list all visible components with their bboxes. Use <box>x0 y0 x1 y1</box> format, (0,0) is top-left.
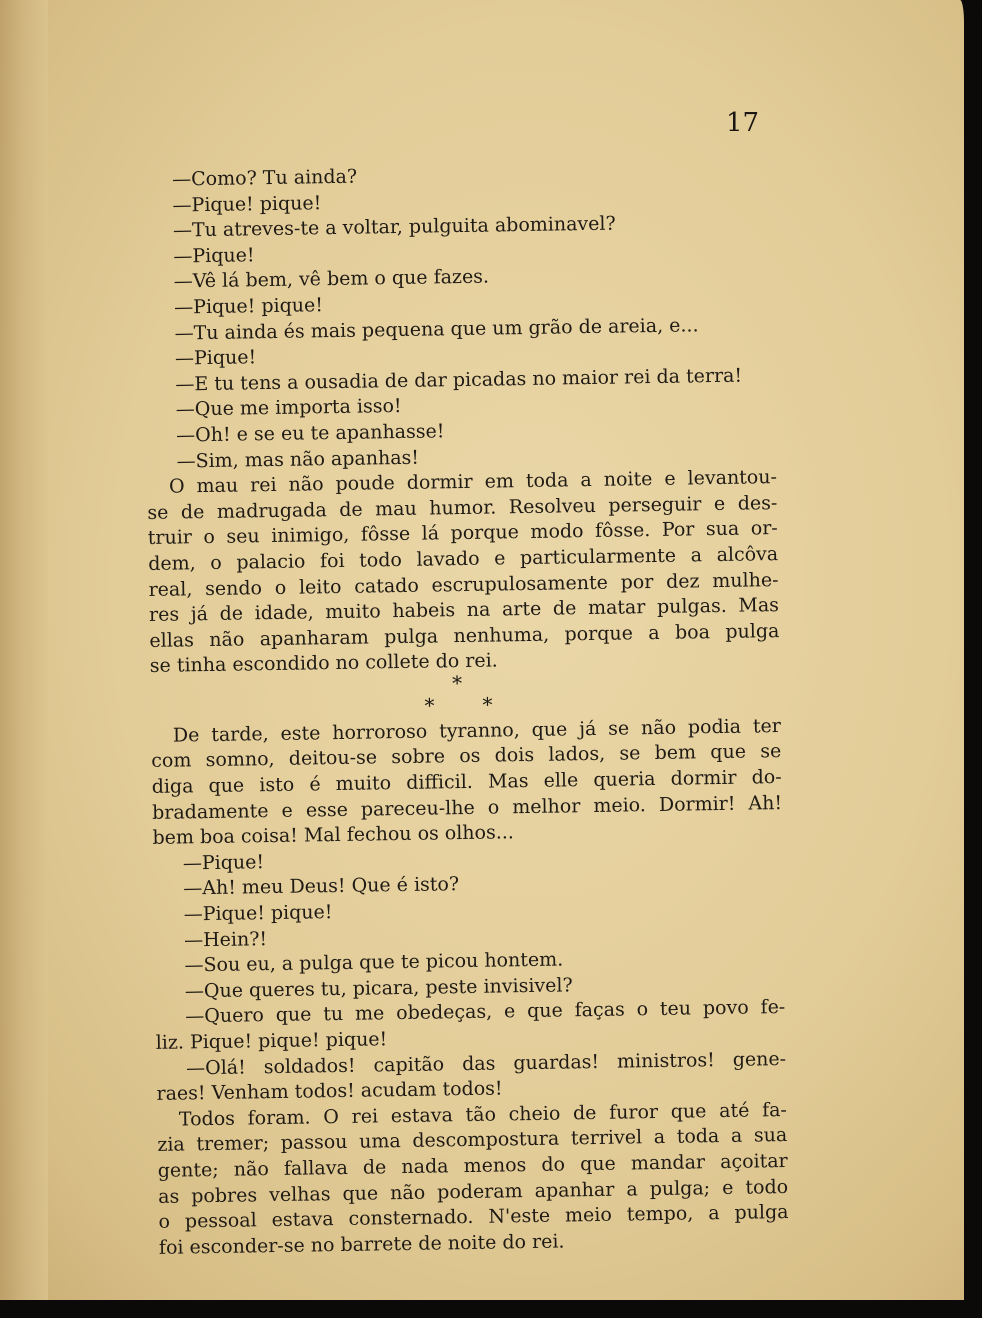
text-line: o pessoal estava consternado. N'este meio tempo, a pulga <box>158 1201 789 1234</box>
text-line: —Tu ainda és mais pequena que um grão de areia, e... <box>174 313 699 345</box>
text-line: real, sendo o leito catado escrupulosamente por dez mulhe- <box>148 568 779 601</box>
text-line: as pobres velhas que não poderam apanhar a pulga; e todo <box>157 1175 789 1208</box>
text-line: —Que queres tu, picara, peste invisivel? <box>184 974 573 1003</box>
text-line: De tarde, este horroroso tyranno, que já se não podia ter <box>172 714 782 747</box>
text-line: res já de idade, muito habeis na arte de matar pulgas. Mas <box>148 594 780 627</box>
text-line: dem, o palacio foi todo lavado e particularmente a alcôva <box>148 542 779 575</box>
text-line: ellas não apanharam pulga nenhuma, porque a boa pulga <box>149 619 780 652</box>
text-line: —Pique! pique! <box>172 191 322 217</box>
page-number: 17 <box>726 108 760 138</box>
text-line: —Pique! pique! <box>174 294 324 319</box>
text-line: —Quero que tu me obedeças, e que faças o teu povo fe- <box>185 996 786 1028</box>
body-text <box>142 158 789 1261</box>
text-line: —Olá! soldados! capitão das guardas! ministros! gene- <box>185 1047 787 1080</box>
text-line: —Tu atreves-te a voltar, pulguita abominavel? <box>172 212 616 242</box>
text-line: —Ah! meu Deus! Que é isto? <box>183 873 460 900</box>
text-line: —Hein?! <box>183 927 268 952</box>
separator-star: * <box>424 693 435 718</box>
text-line: gente; não fallava de nada menos do que mandar açoitar <box>157 1149 788 1182</box>
separator-star: * <box>451 670 463 696</box>
text-line: foi esconder-se no barrete de noite do rei. <box>158 1230 565 1259</box>
text-line: O mau rei não poude dormir em toda a noite e levantou- <box>168 466 778 498</box>
text-line: raes! Venham todos! acudam todos! <box>156 1077 503 1106</box>
text-line: —Como? Tu ainda? <box>172 165 358 191</box>
text-line: liz. Pique! pique! pique! <box>155 1028 388 1054</box>
text-line: —Pique! <box>182 851 265 875</box>
text-line: com somno, deitou-se sobre os dois lados, se bem que se <box>151 740 782 773</box>
text-line: se tinha escondido no collete do rei. <box>149 649 498 678</box>
text-line: —Pique! pique! <box>183 901 333 926</box>
text-line: —Que me importa isso! <box>175 395 402 421</box>
text-line: —Sou eu, a pulga que te picou hontem. <box>184 948 564 977</box>
text-line: bem boa coisa! Mal fechou os olhos... <box>152 821 515 850</box>
text-line: —Sim, mas não apanhas! <box>176 446 420 473</box>
text-line: —E tu tens a ousadia de dar picadas no maior rei da terra! <box>175 364 743 396</box>
text-line: —Pique! <box>174 346 257 370</box>
text-line: se de madrugada de mau humor. Resolveu perseguir e des- <box>147 491 778 524</box>
text-line: bradamente e esse pareceu-lhe o melhor meio. Dormir! Ah! <box>151 791 783 824</box>
page-spine-shadow <box>0 0 48 1300</box>
text-line: diga que isto é muito difficil. Mas elle queria dormir do- <box>151 766 782 798</box>
text-line: truir o seu inimigo, fôsse lá porque modo fôsse. Por sua or- <box>147 517 778 550</box>
text-line: Todos foram. O rei estava tão cheio de furor que até fa- <box>178 1098 788 1131</box>
separator-star: * <box>482 692 493 717</box>
text-line: —Pique! <box>173 244 255 268</box>
text-line: —Vê lá bem, vê bem o que fazes. <box>173 265 490 293</box>
text-line: —Oh! e se eu te apanhasse! <box>176 420 445 447</box>
text-line: zia tremer; passou uma descompostura terrivel a toda a sua <box>157 1124 788 1157</box>
